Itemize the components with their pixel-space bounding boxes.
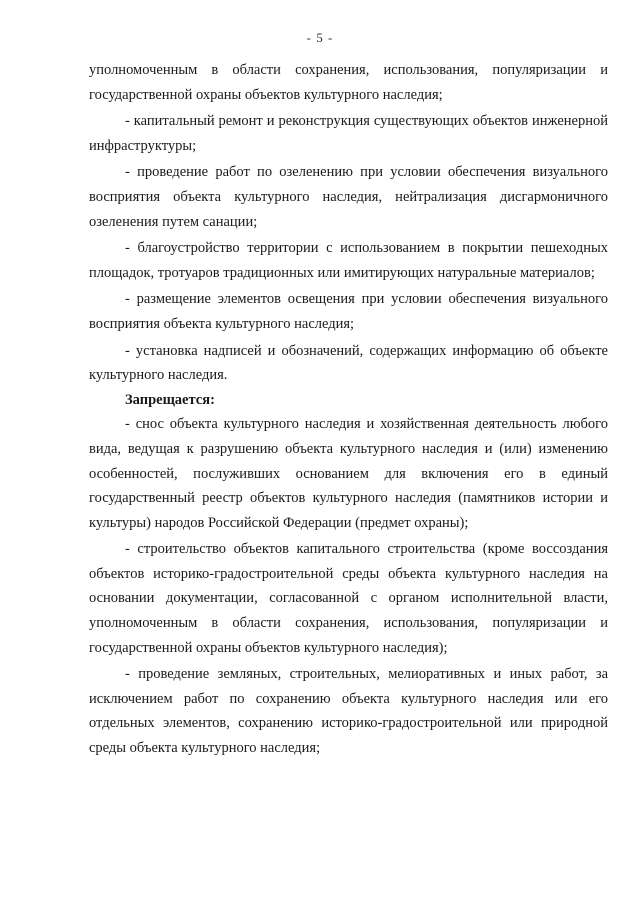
document-body — [89, 58, 608, 761]
paragraph-5: - размещение элементов освещения при условии обеспечения визуального восприятия объекта культурного наследия; — [89, 291, 608, 332]
paragraph-6: - установка надписей и обозначений, содержащих информацию об объекте культурного наследия. — [89, 342, 608, 384]
paragraph-1: уполномоченным в области сохранения, использования, популяризации и государственной охраны объектов культурного наследия; — [89, 62, 608, 103]
page-number: - 5 - — [306, 30, 334, 45]
paragraph-4: - благоустройство территории с использованием в покрытии пешеходных площадок, тротуаров традиционных или имитирующих натуральные материалов; — [89, 240, 608, 281]
paragraph-2: - капитальный ремонт и реконструкция существующих объектов инженерной инфраструктуры; — [89, 113, 608, 154]
prohibited-paragraph-2: - строительство объектов капитального строительства (кроме воссоздания объектов историко-градостроительной среды объекта культурного наследия на основании документации, согласованной с органом исполнительной власти, уполномоченным в области сохранения, использования, популяризации и государственной охраны объектов культурного наследия); — [89, 541, 608, 656]
prohibited-heading: Запрещается: — [125, 391, 215, 408]
paragraph-3: - проведение работ по озеленению при условии обеспечения визуального восприятия объекта культурного наследия, нейтрализация дисгармоничного озеленения путем санации; — [89, 164, 608, 230]
prohibited-paragraph-3: - проведение земляных, строительных, мелиоративных и иных работ, за исключением работ по сохранению объекта культурного наследия или его отдельных элементов, сохранению историко-градостроительной или природной среды объекта культурного наследия; — [89, 666, 608, 757]
prohibited-paragraph-1: - снос объекта культурного наследия и хозяйственная деятельность любого вида, ведущая к разрушению объекта культурного наследия и (или) изменению особенностей, послуживших основанием для включения его в единый государственный реестр объектов культурного наследия (памятников истории и культуры) народов Российской Федерации (предмет охраны); — [89, 416, 608, 531]
